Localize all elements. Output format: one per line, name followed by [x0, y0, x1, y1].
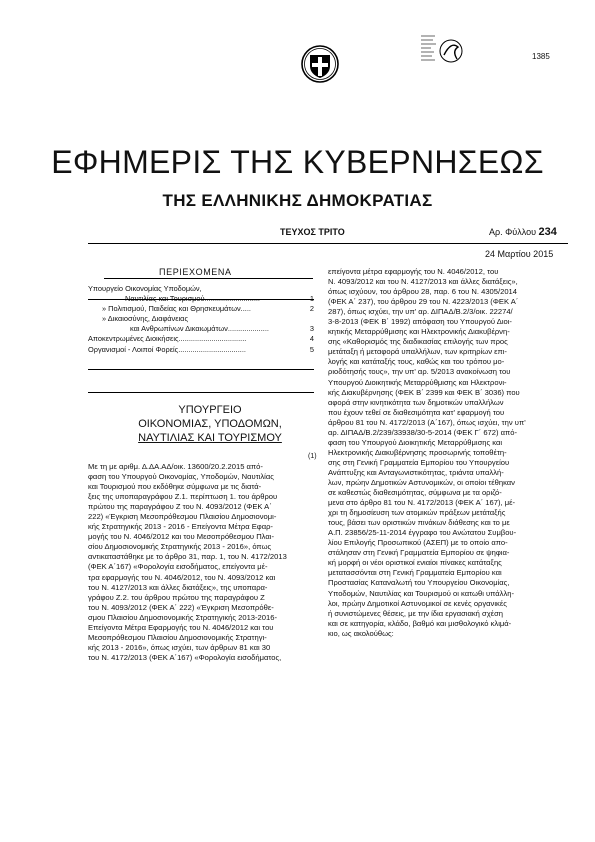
text-line: μετατασσόνται στη Γενική Γραμματεία Εμπορίου και — [328, 568, 502, 578]
toc-entry-text: Αποκεντρωμένες Διοικήσεις................................. — [88, 334, 247, 344]
text-line: τρα εφαρμογής του Ν. 4046/2012, του Ν. 4093/2012 και — [88, 572, 276, 582]
toc-entry[interactable] — [88, 334, 314, 344]
toc-entry[interactable] — [88, 324, 314, 334]
section-heading — [98, 403, 322, 445]
text-line: Ανάπτυξης και Ανταγωνιστικότητας, τριάντα υπαλλή- — [328, 467, 504, 477]
toc-entry-page: 2 — [309, 304, 314, 314]
toc-entry[interactable] — [88, 284, 314, 294]
text-line: φαση του Υπουργού Οικονομίας, Υποδομών, Ναυτιλίας — [88, 472, 274, 482]
text-line: ή συνιστώμενες θέσεις, με την ίδια εργασιακή σχέση — [328, 608, 503, 618]
right-column-text — [328, 267, 568, 639]
toc-entry[interactable] — [88, 304, 314, 314]
contents-rule — [104, 278, 313, 279]
text-line: κή μορφή οι νέοι οριστικοί ενιαίοι πίνακες κατάταξης — [328, 558, 502, 568]
left-column-text — [88, 462, 314, 663]
text-line: μενα στο άρθρο 81 του Ν. 4172/2013 (ΦΕΚ Α΄ 167), μέ- — [328, 498, 516, 508]
text-line: κής Στρατηγικής 2013 - 2016 - Επείγοντα Μέτρα Εφαρ- — [88, 522, 273, 532]
text-line: σης «Καθορισμός της διαδικασίας επιλογής των προς — [328, 337, 508, 347]
table-of-contents — [88, 284, 314, 355]
text-line: Α.Π. 23856/25-11-2014 έγγραφο του Ανώτατου Συμβου- — [328, 528, 517, 538]
text-line: Προστασίας Καταναλωτή του Υπουργείου Οικονομίας, — [328, 578, 510, 588]
footnote-marker: (1) — [308, 453, 317, 460]
issue-label-text: Αρ. Φύλλου — [489, 227, 537, 237]
toc-entry-text: Υπουργείο Οικονομίας Υποδομών, — [88, 284, 202, 293]
text-line: κής 2013 - 2016», όπως ισχύει, των άρθρων 81 και 30 — [88, 642, 271, 652]
text-line: ξεις της υποπαραγράφου Ζ.1. περίπτωση 1. του άρθρου — [88, 492, 278, 502]
toc-divider — [88, 392, 314, 393]
text-line: όπως ισχύουν, του άρθρου 28, παρ. 6 του Ν. 4305/2014 — [328, 287, 518, 297]
toc-divider — [88, 299, 314, 300]
text-line: λίου Επιλογής Προσωπικού (ΑΣΕΠ) με το οποίο απο- — [328, 538, 508, 548]
text-line: και σε κατηγορία, κλάδο, βαθμό και μισθολογικό κλιμά- — [328, 618, 512, 628]
header-rule — [88, 243, 568, 244]
text-line: γράφου Ζ.2. του άρθρου πρώτου της παραγράφου Ζ — [88, 592, 265, 602]
text-line: κιο, ως ακολούθως: — [328, 628, 394, 638]
section-heading-line: ΟΙΚΟΝΟΜΙΑΣ, ΥΠΟΔΟΜΩΝ, — [138, 418, 282, 430]
toc-entry-text: και Ανθρωπίνων Δικαιωμάτων.................... — [130, 324, 269, 334]
text-line: που έχουν τεθεί σε διαθεσιμότητα κατ' εφαρμογή του — [328, 407, 505, 417]
text-line: Ηλεκτρονικής Διακυβέρνησης προσωρινής τοποθέτη- — [328, 447, 507, 457]
text-line: σμου Πλαισίου Δημοσιονομικής Στρατηγικής 2013-2016- — [88, 612, 277, 622]
section-heading-line: ΥΠΟΥΡΓΕΙΟ — [178, 404, 242, 416]
gazette-title: ΕΦΗΜΕΡΙΣ ΤΗΣ ΚΥΒΕΡΝΗΣΕΩΣ — [51, 144, 544, 180]
toc-entry-page: 3 — [309, 324, 314, 334]
text-line: φαση του Υπουργού Διοικητικής Μεταρρύθμισης και — [328, 437, 503, 447]
text-line: ριοδότησής τους», την υπ' αρ. 5/2013 ανακοίνωση του — [328, 367, 511, 377]
text-line: του Ν. 4127/2013 και άλλες διατάξεις», της υποπαρα- — [88, 582, 268, 592]
text-line: αφορά στην κινητικότητα των δημοτικών υπαλλήλων — [328, 397, 504, 407]
toc-entry-page: 1 — [309, 294, 314, 304]
issue-date: 24 Μαρτίου 2015 — [485, 249, 554, 259]
text-line: 3-8-2013 (ΦΕΚ Β΄ 1992) απόφαση του Υπουργού Διοι- — [328, 317, 512, 327]
text-line: Με τη με αριθμ. Δ.ΔΑ.ΑΔ/οικ. 13600/20.2.2015 από- — [88, 462, 263, 471]
text-line: λων, πρώην Δημοτικών Αστυνομικών, οι οποίοι τέθηκαν — [328, 477, 515, 487]
text-line: κητικής Μεταρρύθμισης και Ηλεκτρονικής Διακυβέρνη- — [328, 327, 510, 337]
toc-entry-text: Οργανισμοί - Λοιποί Φορείς................................. — [88, 344, 246, 354]
gazette-subtitle: ΤΗΣ ΕΛΛΗΝΙΚΗΣ ΔΗΜΟΚΡΑΤΙΑΣ — [162, 191, 433, 210]
issue-label — [489, 226, 557, 238]
toc-divider — [88, 369, 314, 370]
text-line: σε καθεστώς διαθεσιμότητας, σύμφωνα με τα οριζό- — [328, 488, 502, 498]
text-line: (ΦΕΚ Α΄ 237), του άρθρου 29 του Ν. 4223/2013 (ΦΕΚ Α΄ — [328, 297, 519, 307]
text-line: άρθρου 81 του Ν. 4172/2013 (Α΄167), όπως ισχύει, την υπ' — [328, 417, 526, 427]
toc-entry-text: Ναυτιλίας και Τουρισμού........................... — [125, 294, 260, 304]
text-line: σης στη Γενική Γραμματεία Εμπορίου του Υπουργείου — [328, 457, 510, 467]
toc-entry-page: 4 — [309, 334, 314, 344]
text-line: του Ν. 4093/2012 (ΦΕΚ Α΄ 222) «Έγκριση Μεσοπρόθε- — [88, 602, 274, 612]
issue-number: 234 — [538, 226, 557, 238]
text-line: σίου Δημοσιονομικής Στρατηγικής 2013 - 2016», όπως — [88, 542, 272, 552]
toc-entry-text: » Πολιτισμού, Παιδείας και Θρησκευμάτων..... — [102, 304, 251, 314]
text-line: λογής και κατάταξής τους, καθώς και του τρόπου μο- — [328, 357, 505, 367]
text-line: και Τουρισμού που εκδόθηκε σύμφωνα με τις διατά- — [88, 482, 262, 492]
text-line: Ν. 4093/2012 και του Ν. 4127/2013 και άλλες διατάξεις», — [328, 277, 518, 287]
text-line: μογής του Ν. 4046/2012 και του Μεσοπρόθεσμου Πλαι- — [88, 532, 274, 542]
text-line: τους, βάσει των οριστικών πινάκων διάθεσης και το με — [328, 518, 510, 528]
national-printing-office-seal-icon — [421, 33, 467, 69]
text-line: (ΦΕΚ Α΄167) «Φορολογία εισοδήματος, επείγοντα μέ- — [88, 562, 268, 572]
text-line: χρι τη δημοσίευση των ατομικών πράξεων μετάταξής — [328, 508, 506, 518]
page-number: 1385 — [532, 52, 550, 61]
section-heading-line: ΝΑΥΤΙΛΙΑΣ ΚΑΙ ΤΟΥΡΙΣΜΟΥ — [138, 432, 282, 444]
text-line: επείγοντα μέτρα εφαρμογής του Ν. 4046/2012, του — [328, 267, 499, 276]
toc-entry-text: » Δικαιοσύνης, Διαφάνειας — [102, 314, 189, 324]
text-line: 222) «Έγκριση Μεσοπρόθεσμου Πλαισίου Δημοσιονομι- — [88, 512, 277, 522]
toc-entry[interactable] — [88, 345, 314, 355]
text-line: Επείγοντα Μέτρα Εφαρμογής του Ν. 4046/2012 και του — [88, 622, 274, 632]
contents-title: ΠΕΡΙΕΧΟΜΕΝΑ — [159, 267, 232, 277]
text-line: αντικαταστάθηκε με το άρθρο 31, παρ. 1, του Ν. 4172/2013 — [88, 552, 287, 562]
text-line: λοι, πρώην Δημοτικοί Αστυνομικοί σε κενές οργανικές — [328, 598, 507, 608]
text-line: του Ν. 4172/2013 (ΦΕΚ Α΄167) «Φορολογία εισοδήματος, — [88, 652, 282, 662]
series-label: ΤΕΥΧΟΣ ΤΡΙΤΟ — [280, 227, 345, 237]
text-line: αρ. ΔΙΠΑΔ/Β.2/239/33938/30-5-2014 (ΦΕΚ Γ΄ 672) από- — [328, 427, 518, 437]
text-line: Υπουργού Διοικητικής Μεταρρύθμισης και Ηλεκτρονι- — [328, 377, 507, 387]
text-line: κής Διακυβέρνησης (ΦΕΚ Β΄ 2399 και ΦΕΚ Β΄ 3036) που — [328, 387, 520, 397]
text-line: 287), όπως ισχύει, την υπ' αρ. ΔΙΠΑΔ/Β.2/3/οικ. 22274/ — [328, 307, 513, 317]
toc-entry[interactable] — [88, 314, 314, 324]
toc-entry-page: 5 — [309, 344, 314, 354]
text-line: στάλησαν στη Γενική Γραμματεία Εμπορίου σε ψηφια- — [328, 548, 510, 558]
text-line: Μεσοπρόθεσμου Πλαισίου Δημοσιονομικής Στρατηγι- — [88, 632, 267, 642]
text-line: Υποδομών, Ναυτιλίας και Τουρισμού οι κατωθι υπάλλη- — [328, 588, 515, 598]
text-line: μετάταξη ή μεταφορά υπαλλήλων, των κριτηρίων επι- — [328, 347, 507, 357]
text-line: πρώτου της παραγράφου Ζ του Ν. 4093/2012 (ΦΕΚ Α΄ — [88, 502, 272, 512]
greek-coat-of-arms-icon — [299, 43, 341, 85]
